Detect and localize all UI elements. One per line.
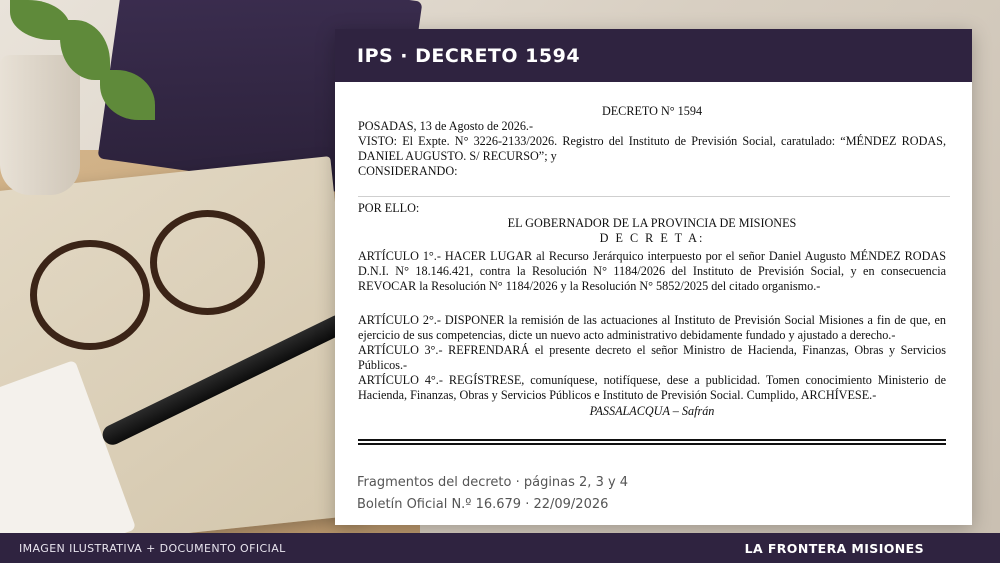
- footer-bar: [0, 533, 1000, 563]
- glasses-lens-icon: [150, 210, 265, 315]
- decree-signature: PASSALACQUA – Safrán: [589, 404, 715, 418]
- double-rule-divider: [358, 439, 946, 445]
- panel-title: IPS · DECRETO 1594: [357, 44, 581, 67]
- document-panel: [335, 29, 972, 525]
- decree-governor: EL GOBERNADOR DE LA PROVINCIA DE MISIONES: [507, 216, 797, 230]
- decree-article-3: ARTÍCULO 3°.- REFRENDARÁ el presente decreto el señor Ministro de Hacienda, Finanzas, Obras y Servicios Públicos.-: [358, 343, 946, 372]
- decree-decreta: D E C R E T A:: [599, 231, 705, 245]
- caption-bulletin: Boletín Oficial N.º 16.679 · 22/09/2026: [357, 497, 609, 512]
- decree-article-1: ARTÍCULO 1°.- HACER LUGAR al Recurso Jerárquico interpuesto por el señor Daniel Augusto MÉNDEZ RODAS D.N.I. N° 18.146.421, contra la Resolución N° 1184/2026 del Instituto de Previsión Social, y en consecuencia REVOCAR la Resolución N° 1184/2026 y la Resolución N° 5852/2025 del citado organismo.-: [358, 249, 946, 293]
- plant-pot-image: [0, 55, 80, 195]
- decree-por-ello: POR ELLO:: [358, 201, 420, 215]
- decree-excerpt-bottom: [358, 201, 946, 419]
- decree-number: DECRETO N° 1594: [601, 104, 703, 118]
- decree-visto: VISTO: El Expte. N° 3226-2133/2026. Registro del Instituto de Previsión Social, caratulado: “MÉNDEZ RODAS, DANIEL AUGUSTO. S/ RECURSO”; y: [358, 134, 946, 163]
- fragment-divider: [358, 196, 950, 197]
- footer-brand: LA FRONTERA MISIONES: [744, 540, 924, 556]
- decree-place-date: POSADAS, 13 de Agosto de 2026.-: [358, 119, 534, 133]
- footer-image-credit: IMAGEN ILUSTRATIVA + DOCUMENTO OFICIAL: [19, 541, 286, 555]
- caption-fragments: Fragmentos del decreto · páginas 2, 3 y 4: [357, 475, 629, 490]
- glasses-lens-icon: [30, 240, 150, 350]
- panel-header: [335, 29, 972, 82]
- decree-considerando: CONSIDERANDO:: [358, 164, 458, 178]
- decree-excerpt-top: [358, 104, 946, 179]
- decree-article-4: ARTÍCULO 4°.- REGÍSTRESE, comuníquese, notifíquese, dese a publicidad. Tomen conocimiento Ministerio de Hacienda, Finanzas, Obras y Servicios Públicos e Instituto de Previsión Social. Cumplido, ARCHÍVESE.-: [358, 373, 946, 402]
- decree-article-2: ARTÍCULO 2°.- DISPONER la remisión de las actuaciones al Instituto de Previsión Social Misiones a fin de que, en ejercicio de sus competencias, dicte un nuevo acto administrativo debidamente fundado y ajustado a derecho.-: [358, 313, 946, 342]
